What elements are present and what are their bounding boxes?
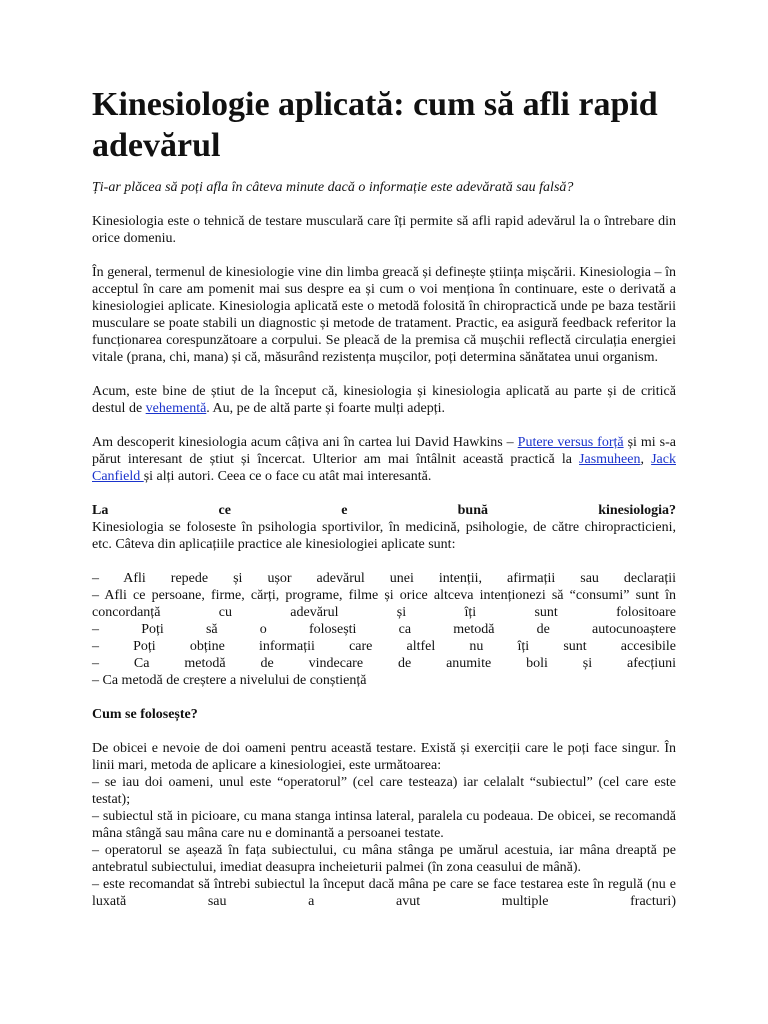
step-item: – subiectul stă in picioare, cu mana stanga intinsa lateral, paralela cu podeaua. De obicei, se recomandă mâna stângă sau mâna care nu e dominantă a persoanei testate. <box>92 809 676 841</box>
step-item: – operatorul se așează în fața subiectului, cu mâna stânga pe umărul acestuia, iar mâna dreaptă pe antebratul subiectului, imediat deasupra incheieturii palmei (în zona ceasului de mână). <box>92 843 676 875</box>
link-jack-canfield[interactable]: Jack Canfield <box>92 452 676 484</box>
discovery-paragraph <box>92 434 676 485</box>
general-paragraph: În general, termenul de kinesiologie vine din limba greacă și definește știința mișcării. Kinesiologia – în acceptul în care am pomenit mai sus despre ea și cum o voi menționa în continuare, este o derivată a kinesiologiei aplicate. Kinesiologia aplicată este o metodă folosită în chiropracticǎ unde pe baza testării musculare se poate stabili un diagnostic și metode de tratament. Practic, ea asigură feedback referitor la funcționarea corespunzătoare a corpului. Se pleacă de la premisa că mușchii reflectă circulația energiei vitale (prana, chi, mana) și că, măsurând rezistența mușcilor, poți determina sănătatea unui organism. <box>92 265 676 365</box>
link-jasmuheen[interactable]: Jasmuheen <box>579 452 641 467</box>
how-intro: De obicei e nevoie de doi oameni pentru această testare. Există și exerciții care le poți face singur. În linii mari, metoda de aplicare a kinesiologiei, este următoarea: <box>92 741 676 773</box>
discovery-comma: , <box>640 452 652 467</box>
discovery-text-end: și alți autori. Ceea ce o face cu atât mai interesantă. <box>143 469 432 484</box>
discovery-text-middle: și mi s-a părut interesant de știut și încercat. Ulterior am mai întâlnit această practică la <box>92 435 676 467</box>
criticism-text-end: . Au, pe de altă parte și foarte mulți adepți. <box>206 401 445 416</box>
use-item: – Ca metodă de creștere a nivelului de conștiență <box>92 673 367 688</box>
link-vehementa[interactable]: vehementă <box>145 401 207 416</box>
criticism-text: Acum, este bine de știut de la început că, kinesiologia și kinesiologia aplicată au parte și de critică destul de <box>92 384 676 416</box>
use-item: – Poți obține informații care altfel nu îți sunt accesibile <box>92 639 676 654</box>
link-putere-versus-forta[interactable]: Putere versus forță <box>517 435 624 450</box>
page-title: Kinesiologie aplicată: cum să afli rapid adevărul <box>92 86 658 164</box>
use-item: – Ca metodă de vindecare de anumite boli și afecțiuni <box>92 656 676 671</box>
discovery-text: Am descoperit kinesiologia acum câțiva ani în cartea lui David Hawkins – <box>92 435 518 450</box>
uses-heading: La ce e bună kinesiologia? <box>92 503 676 518</box>
use-item: – Poți să o folosești ca metodă de autocunoaștere <box>92 622 676 637</box>
lead-question: Ți-ar plăcea să poți afla în câteva minute dacă o informație este adevărată sau falsă? <box>92 180 574 195</box>
criticism-paragraph <box>92 383 676 417</box>
step-item: – este recomandat să întrebi subiectul la început dacă mâna pe care se face testarea este în regulă (nu e luxată sau a avut multiple fracturi) <box>92 877 676 909</box>
how-heading: Cum se folosește? <box>92 707 198 722</box>
uses-intro: Kinesiologia se foloseste în psihologia sportivilor, în medicină, psihologie, de către chiropracticieni, etc. Câteva din aplicațiile practice ale kinesiologiei aplicate sunt: <box>92 520 676 552</box>
intro-paragraph: Kinesiologia este o tehnică de testare musculară care îți permite să afli rapid adevărul la o întrebare din orice domeniu. <box>92 214 676 246</box>
step-item: – se iau doi oameni, unul este “operatorul” (cel care testeaza) iar celalalt “subiectul” (cel care este testat); <box>92 775 676 807</box>
use-item: – Afli repede și ușor adevărul unei intenții, afirmații sau declarații <box>92 571 676 586</box>
use-item: – Afli ce persoane, firme, cărți, programe, filme și orice altceva intenționezi să “consumi” sunt în concordanță cu adevărul și îți sunt folositoare <box>92 588 676 620</box>
